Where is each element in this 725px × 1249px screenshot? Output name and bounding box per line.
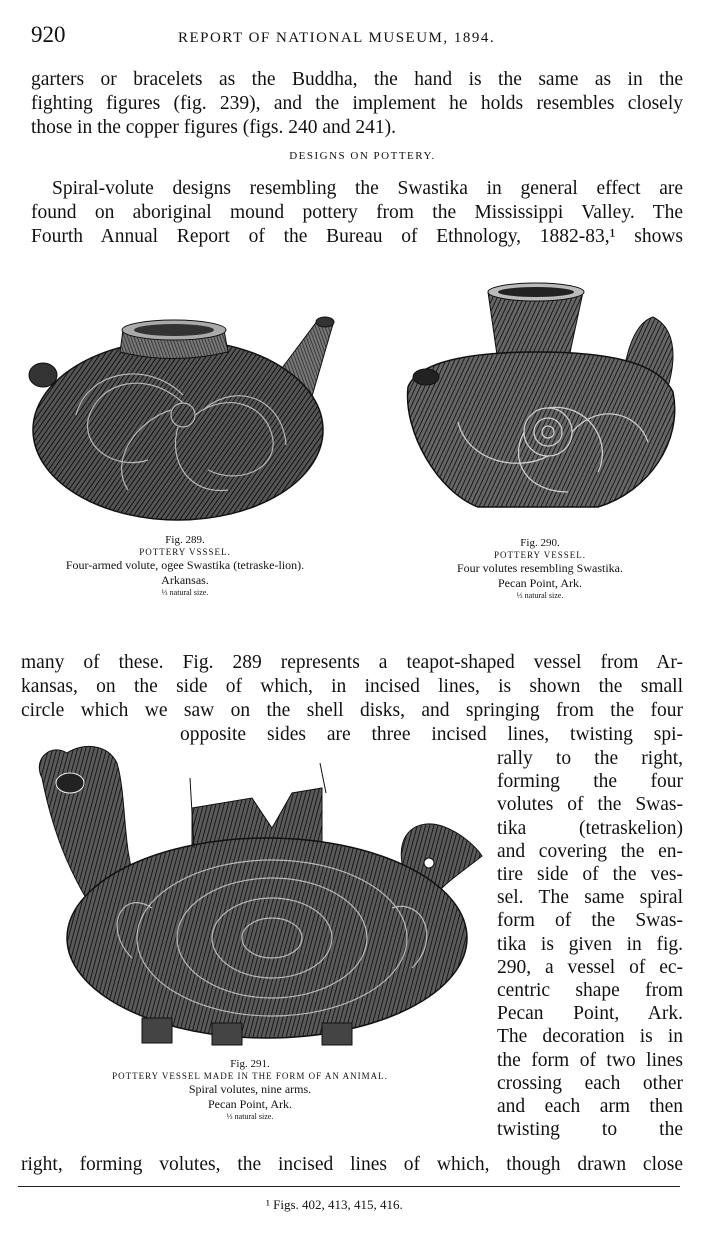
figure-291-caption (40, 1058, 460, 1121)
body-line: Fourth Annual Report of the Bureau of Ethnology, 1882-83,¹ shows (31, 226, 683, 247)
footnote-rule (18, 1186, 680, 1187)
figure-scale: ⅓ natural size. (161, 587, 209, 597)
section-heading: DESIGNS ON POTTERY. (289, 150, 436, 162)
body-line: found on aboriginal mound pottery from the Mississippi Valley. The (31, 202, 683, 223)
narrow-body-line: sel. The same spiral (497, 887, 683, 909)
narrow-body-line: twisting to the (497, 1119, 683, 1141)
narrow-body-line: tika (tetraskelion) (497, 817, 683, 839)
narrow-body-line: and each arm then (497, 1096, 683, 1117)
narrow-body-line: 290, a vessel of ec- (497, 956, 683, 978)
figure-scale: ⅓ natural size. (516, 590, 564, 600)
narrow-body-line: volutes of the Swas- (497, 794, 683, 816)
narrow-body-line: tire side of the ves- (497, 864, 683, 885)
figure-290-caption (385, 537, 695, 600)
figure-290-illustration (398, 282, 688, 522)
figure-number: Fig. 290. (520, 537, 560, 549)
figure-289-caption (20, 534, 350, 597)
figure-scale: ⅓ natural size. (226, 1111, 274, 1121)
body-line: right, forming volutes, the incised lines of which, though drawn close (21, 1154, 683, 1175)
figure-title: POTTERY VESSEL. (493, 550, 586, 561)
figure-number: Fig. 291. (230, 1058, 270, 1070)
figure-number: Fig. 289. (165, 534, 205, 546)
body-line: fighting figures (fig. 239), and the implement he holds resembles closely (31, 93, 683, 114)
figure-place: Arkansas. (161, 573, 209, 587)
body-line: circle which we saw on the shell disks, and springing from the four (21, 700, 683, 721)
narrow-body-line: crossing each other (497, 1072, 683, 1094)
figure-description: Spiral volutes, nine arms. (188, 1082, 312, 1097)
figure-place: Pecan Point, Ark. (498, 576, 582, 590)
figure-289-illustration (28, 310, 348, 525)
body-line: kansas, on the side of which, in incised lines, is shown the small (21, 676, 683, 697)
body-line: garters or bracelets as the Buddha, the hand is the same as in the (31, 69, 683, 90)
narrow-body-line: rally to the right, (497, 748, 683, 769)
figure-title: POTTERY VSSSEL. (139, 547, 231, 558)
footnote: ¹ Figs. 402, 413, 415, 416. (266, 1197, 403, 1212)
body-line: those in the copper figures (figs. 240 and 241). (31, 117, 396, 138)
narrow-body-line: and covering the en- (497, 840, 683, 862)
figure-description: Four volutes resembling Swastika. (457, 561, 623, 576)
narrow-body-line: centric shape from (497, 980, 683, 1001)
body-line: many of these. Fig. 289 represents a teapot-shaped vessel from Ar- (21, 652, 683, 673)
figure-place: Pecan Point, Ark. (208, 1097, 292, 1111)
figure-291-illustration (22, 738, 487, 1053)
narrow-body-line: the form of two lines (497, 1049, 683, 1071)
body-line: Spiral-volute designs resembling the Swastika in general effect are (52, 178, 683, 199)
narrow-body-line: forming the four (497, 771, 683, 793)
body-line: opposite sides are three incised lines, twisting spi- (180, 724, 683, 745)
narrow-body-line: tika is given in fig. (497, 933, 683, 955)
page-number: 920 (31, 22, 66, 47)
narrow-body-line: form of the Swas- (497, 910, 683, 932)
narrow-body-line: The decoration is in (497, 1026, 683, 1048)
narrow-body-line: Pecan Point, Ark. (497, 1003, 683, 1025)
figure-description: Four-armed volute, ogee Swastika (tetraske-lion). (65, 558, 305, 573)
running-title: REPORT OF NATIONAL MUSEUM, 1894. (178, 30, 496, 46)
figure-title: POTTERY VESSEL MADE IN THE FORM OF AN ANIMAL. (112, 1071, 388, 1082)
